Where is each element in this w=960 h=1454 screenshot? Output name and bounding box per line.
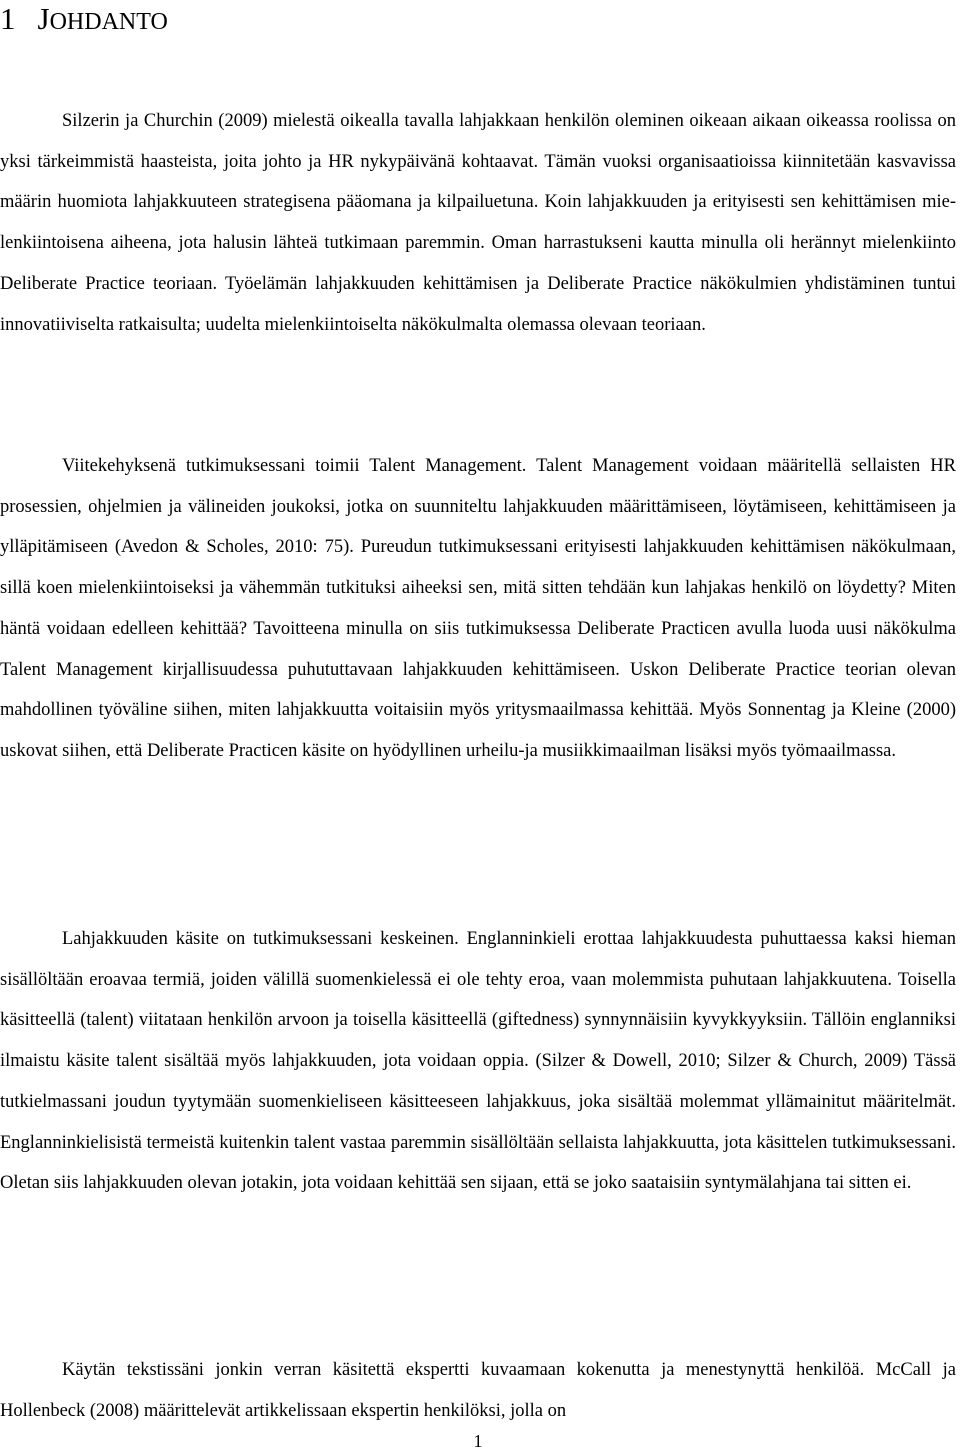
chapter-heading [0, 0, 168, 41]
chapter-title-initial: J [37, 1, 50, 36]
body-paragraph: Käytän tekstissäni jonkin verran käsitettä ekspertti kuvaamaan kokenutta ja menestynyttä henkilöä. McCall ja Hollenbeck (2008) määrittelevät artikkelissaan ekspertin henkilöksi, jolla on [0, 1360, 956, 1421]
chapter-title-rest: OHDANTO [49, 9, 168, 35]
chapter-number: 1 [0, 1, 16, 36]
body-paragraph: Viitekehyksenä tutkimuksessani toimii Talent Management. Talent Management voidaan määritellä sellaisten HR prosessien, ohjelmien ja välineiden joukoksi, jotka on suunniteltu lahjakkuuden määrittämiseen, löytämiseen, kehittämiseen ja ylläpitämiseen (Avedon & Scholes, 2010: 75). Pureudun tutkimuksessani erityisesti lahjakkuuden kehittämisen näkökulmaan, sillä koen mielenkiintoiseksi ja vähemmän tutkituksi aiheeksi sen, mitä sitten tehdään kun lahjakas henkilö on löydetty? Miten häntä voidaan edelleen kehittää? Tavoitteena minulla on siis tutkimuksessa Deliberate Practicen avulla luoda uusi näkökulma Talent Management kirjallisuudessa puhututtavaan lahjakkuuden kehittämiseen. Uskon Deliberate Practice teorian olevan mahdollinen työväline siihen, miten lahjakkuutta voitaisiin myös yritysmaailmassa kehittää. Myös Sonnentag ja Kleine (2000) uskovat siihen, että Deliberate Practicen käsite on hyödyllinen urheilu-ja musiikkimaailman lisäksi myös työmaailmassa. [0, 456, 956, 761]
body-paragraph: Lahjakkuuden käsite on tutkimuksessani keskeinen. Englanninkieli erottaa lahjakkuudesta puhuttaessa kaksi hieman sisällöltään eroavaa termiä, joiden välillä suomenkielessä ei ole tehty eroa, vaan molemmista puhutaan lahjakkuutena. Toisella käsitteellä (talent) viitataan henkilön arvoon ja toisella käsitteellä (giftedness) synnynnäisiin kyvykkyyksiin. Tällöin englanniksi ilmaistu käsite talent sisältää myös lahjakkuuden, jota voidaan oppia. (Silzer & Dowell, 2010; Silzer & Church, 2009) Tässä tutkielmassani joudun tyytymään suomenkieliseen käsitteeseen lahjakkuus, joka sisältää molemmat yllämainitut määritelmät. Englanninkielisistä termeistä kuitenkin talent vastaa paremmin sisällöltään sellaista lahjakkuutta, jota käsittelen tutkimuksessani. Oletan siis lahjakkuuden olevan jotakin, jota voidaan kehittää sen sijaan, että se joko saataisiin syntymälahjana tai sitten ei. [0, 929, 956, 1194]
body-paragraph: Silzerin ja Churchin (2009) mielestä oikealla tavalla lahjakkaan henkilön oleminen oikeaan aikaan oikeassa roolissa on yksi tärkeimmistä haasteista, joita johto ja HR nykypäivänä kohtaavat. Tämän vuoksi organisaatioissa kiinnitetään kasvavissa määrin huomiota lahjakkuuteen strategisena pääomana ja kilpailuetuna. Koin lahjakkuuden ja erityisesti sen kehittämisen mielenkiintoisena aiheena, jota halusin lähteä tutkimaan paremmin. Oman harrastukseni kautta minulla oli herännyt mielenkiinto Deliberate Practice teoriaan. Työelämän lahjakkuuden kehittämisen ja Deliberate Practice näkökulmien yhdistäminen tuntui innovatiiviselta ratkaisulta; uudelta mielenkiintoiselta näkökulmalta olemassa olevaan teoriaan. [0, 111, 956, 335]
page-number: 1 [473, 1431, 483, 1451]
